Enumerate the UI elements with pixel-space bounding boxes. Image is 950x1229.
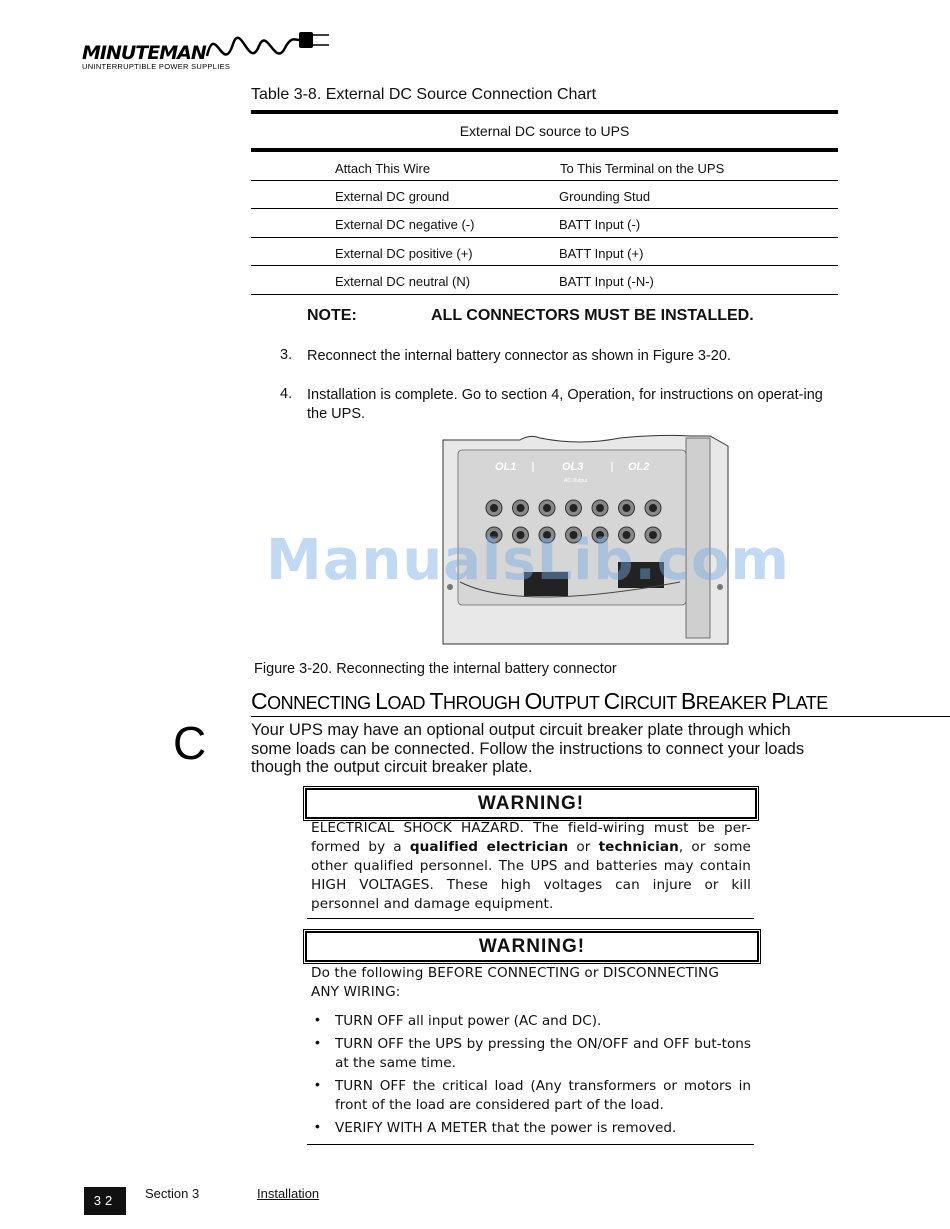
warning-title: WARNING! xyxy=(305,788,757,819)
heading-initial: B xyxy=(680,688,696,714)
heading-rest: OAD xyxy=(387,693,430,713)
heading-rule xyxy=(251,716,950,717)
figure-label-sub: AC Output xyxy=(564,478,588,484)
brand-logo: MINUTEMAN xyxy=(82,42,206,64)
terminal-screw-center xyxy=(649,504,657,512)
table-cell: External DC positive (+) xyxy=(335,246,473,261)
bullet-dot: • xyxy=(315,1076,320,1092)
plug-wave-icon xyxy=(205,26,335,66)
heading-rest: LATE xyxy=(786,693,828,713)
table-cell: Grounding Stud xyxy=(559,189,651,204)
column-header: Attach This Wire xyxy=(335,161,431,176)
table-cell: BATT Input (-N-) xyxy=(559,274,654,289)
page-number: 32 xyxy=(84,1187,126,1215)
terminal-screw-center xyxy=(570,504,578,512)
step-text: Reconnect the internal battery connector as shown in Figure 3-20. xyxy=(307,348,731,364)
warning-bottom-rule xyxy=(307,918,754,919)
table-header: External DC source to UPS xyxy=(459,123,630,139)
bullet-dot: • xyxy=(315,1118,320,1134)
heading-rest: REAKER xyxy=(695,693,772,713)
brand-tagline: UNINTERRUPTIBLE POWER SUPPLIES xyxy=(82,62,231,71)
bullet-item: TURN OFF all input power (AC and DC). xyxy=(335,1013,602,1029)
margin-letter: C xyxy=(173,717,207,769)
warning-box xyxy=(303,929,761,964)
heading-initial: L xyxy=(375,688,388,714)
terminal-screw-center xyxy=(517,504,525,512)
bullet-item: VERIFY WITH A METER that the power is removed. xyxy=(335,1120,677,1136)
table-cell: BATT Input (+) xyxy=(559,246,644,261)
bullet-dot: • xyxy=(315,1034,320,1050)
heading-initial: T xyxy=(429,688,444,714)
step-text: Installation is complete. Go to section 4, Operation, for instructions on operat-ing the UPS. xyxy=(307,387,823,422)
bullet-item: TURN OFF the UPS by pressing the ON/OFF and OFF but-tons at the same time. xyxy=(335,1036,751,1071)
step-number: 4. xyxy=(280,386,293,402)
bullet-dot: • xyxy=(315,1011,320,1027)
column-header: To This Terminal on the UPS xyxy=(560,161,725,176)
row-divider xyxy=(251,237,838,238)
table-top-rule xyxy=(251,110,838,114)
intro-paragraph: Your UPS may have an optional output circuit breaker plate through which some loads can be connected. Follow the instructions to connect your loads though the output circuit breaker plate. xyxy=(251,721,805,776)
heading-initial: C xyxy=(603,688,620,714)
footer-section: Section 3 xyxy=(145,1186,200,1201)
footer-chapter-link[interactable]: Installation xyxy=(257,1186,320,1201)
terminal-screw-center xyxy=(490,504,498,512)
heading-initial: P xyxy=(771,688,787,714)
table-cell: External DC ground xyxy=(335,189,450,204)
figure-caption: Figure 3-20. Reconnecting the internal battery connector xyxy=(254,661,617,677)
emphasis: qualified electrician xyxy=(409,839,569,855)
step-number: 3. xyxy=(280,347,293,363)
heading-initial: O xyxy=(524,688,542,714)
heading-rest: IRCUIT xyxy=(619,693,681,713)
note-text: ALL CONNECTORS MUST BE INSTALLED. xyxy=(431,307,754,324)
table-cell: BATT Input (-) xyxy=(559,217,641,232)
figure-label-ol2: OL2 xyxy=(628,461,650,473)
section-heading xyxy=(251,688,828,715)
table-header-rule xyxy=(251,148,838,152)
table-title: Table 3-8. External DC Source Connection Chart xyxy=(251,86,597,103)
warning-text: Do the following BEFORE CONNECTING or DISCONNECTING ANY WIRING: xyxy=(311,965,719,1000)
heading-rest: UTPUT xyxy=(541,693,604,713)
heading-rest: ONNECTING xyxy=(267,693,376,713)
warning-title: WARNING! xyxy=(305,931,759,962)
row-divider xyxy=(251,180,838,181)
warning-box xyxy=(303,786,759,821)
figure-label-ol1: OL1 xyxy=(495,461,517,473)
heading-rest: HROUGH xyxy=(443,693,525,713)
bullet-item: TURN OFF the critical load (Any transformers or motors in front of the load are considered part of the load. xyxy=(335,1078,751,1113)
row-divider xyxy=(251,265,838,266)
table-cell: External DC neutral (N) xyxy=(335,274,471,289)
warning-text: ELECTRICAL SHOCK HAZARD. The field-wiring must be per-formed by a qualified electrician or technician, or some other qualified personnel. The UPS and batteries may contain HIGH VOLTAGES. These high voltages can injure or kill personnel and damage equipment. xyxy=(311,820,751,912)
terminal-screw-center xyxy=(623,504,631,512)
row-divider xyxy=(251,294,838,295)
watermark: ManualsLib.com xyxy=(266,528,790,593)
terminal-screw-center xyxy=(596,504,604,512)
row-divider xyxy=(251,208,838,209)
figure-label-ol3: OL3 xyxy=(562,461,584,473)
terminal-screw-center xyxy=(543,504,551,512)
emphasis: technician xyxy=(598,839,679,855)
note-label: NOTE: xyxy=(307,307,357,324)
heading-initial: C xyxy=(251,688,268,714)
warning-bottom-rule xyxy=(307,1144,754,1145)
table-cell: External DC negative (-) xyxy=(335,217,475,232)
